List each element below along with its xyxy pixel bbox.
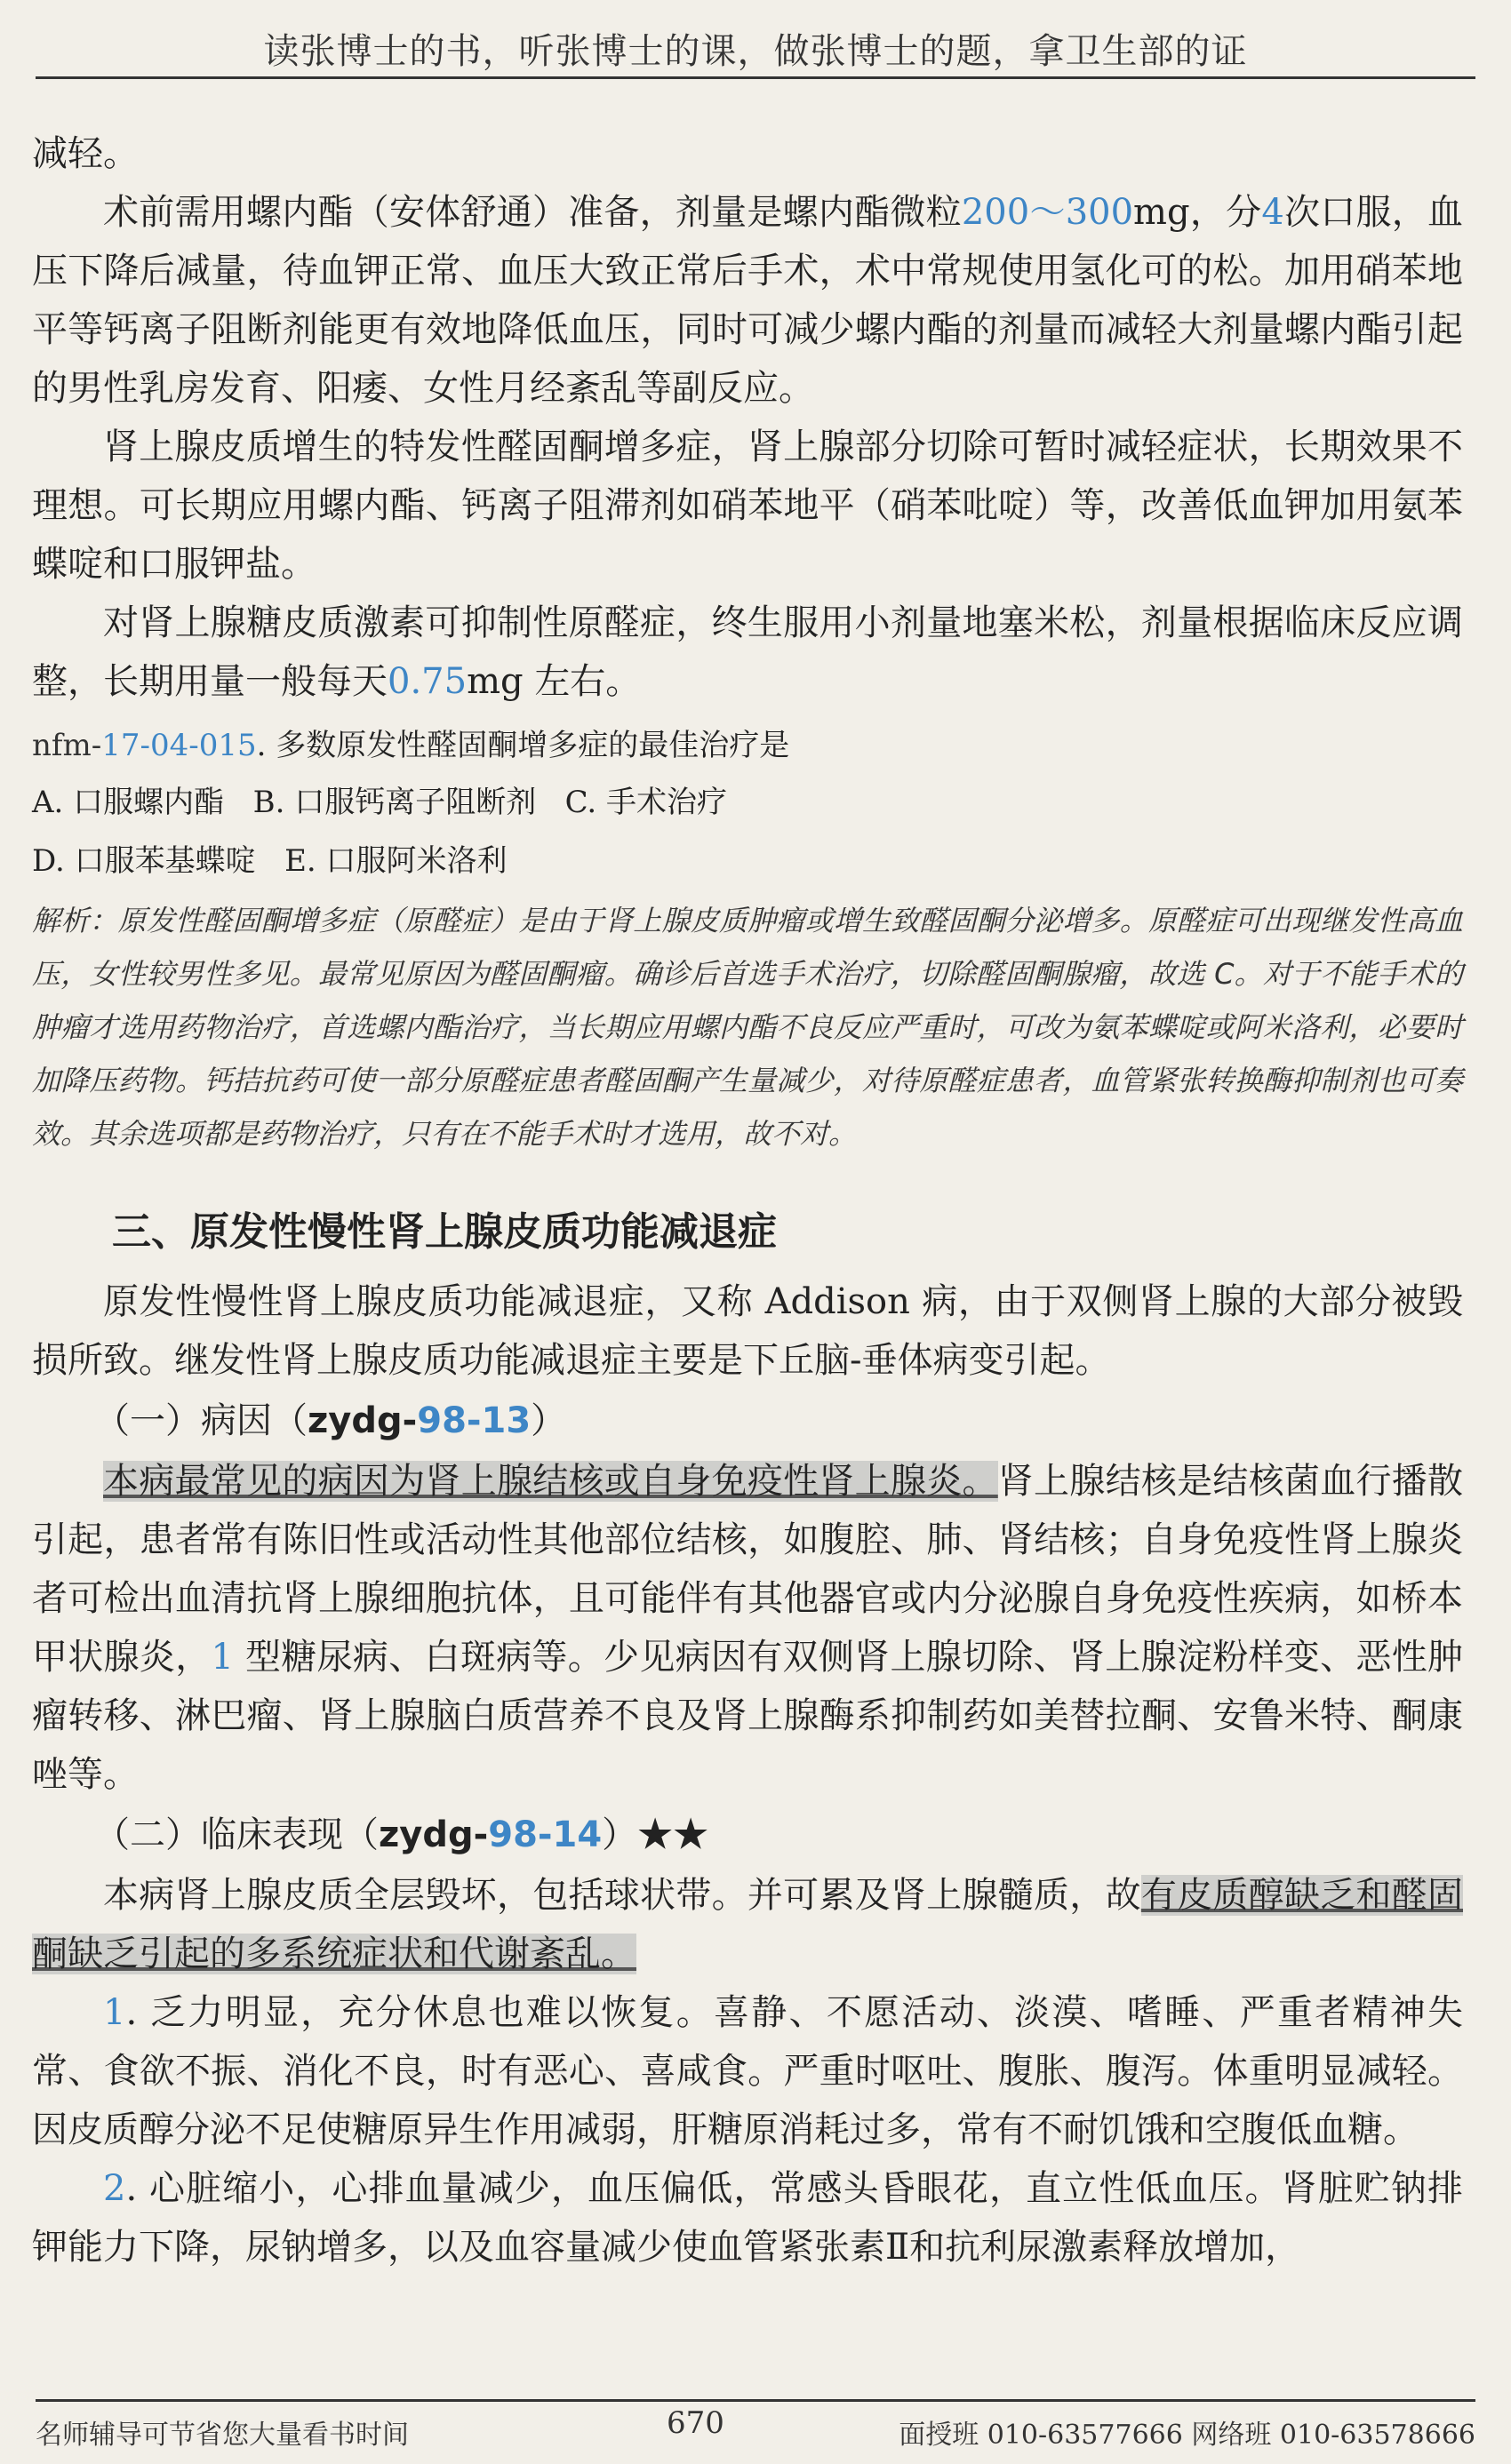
code: zydg- <box>379 1814 489 1855</box>
question-explanation: 解析：原发性醛固酮增多症（原醛症）是由于肾上腺皮质肿瘤或增生致醛固酮分泌增多。原醛症可出现继发性高血压，女性较男性多见。最常见原因为醛固酮瘤。确诊后首选手术治疗，切除醛固酮腺瘤，故选 C。对于不能手术的肿瘤才选用药物治疗，首选螺内酯治疗，当长期应用螺内酯不良反应严重时，可改为氨苯蝶啶或阿米洛利，必要时加降压药物。钙拮抗药可使一部分原醛症患者醛固酮产生量减少，对待原醛症患者，血管紧张转换酶抑制剂也可奏效。其余选项都是药物治疗，只有在不能手术时才选用，故不对。 <box>32 904 1463 1151</box>
text: 型糖尿病、白斑病等。少见病因有双侧肾上腺切除、肾上腺淀粉样变、恶性肿瘤转移、淋巴瘤、肾上腺脑白质营养不良及肾上腺酶系抑制药如美替拉酮、安鲁米特、酮康唑等。 <box>32 1637 1464 1795</box>
page-number: 670 <box>667 2405 724 2441</box>
number: 200～300 <box>961 192 1134 233</box>
highlighted-text: 有皮质醇缺乏和醛固酮缺乏引起的多系统症状和代谢紊乱。 <box>32 1875 1464 1974</box>
paragraph-6 <box>32 1866 1463 1983</box>
text: （一）病因（ <box>94 1400 308 1441</box>
code: zydg- <box>308 1400 418 1441</box>
text: . 乏力明显，充分休息也难以恢复。喜静、不愿活动、淡漠、嗜睡、严重者精神失常、食欲不振、消化不良，时有恶心、喜咸食。严重时呕吐、腹胀、腹泻。体重明显减轻。因皮质醇分泌不足使糖原异生作用减弱，肝糖原消耗过多，常有不耐饥饿和空腹低血糖。 <box>32 1992 1463 2150</box>
paragraph-1 <box>32 183 1463 418</box>
text: ）★★ <box>602 1814 709 1855</box>
page-footer <box>36 2399 1475 2455</box>
list-number: 2 <box>103 2168 126 2209</box>
code-number: 98-13 <box>417 1400 532 1441</box>
header-title: 读张博士的书，听张博士的课，做张博士的题，拿卫生部的证 <box>263 31 1248 72</box>
paragraph-3 <box>32 594 1463 711</box>
footer-slogan: 名师辅导可节省您大量看书时间 <box>36 2420 409 2451</box>
question-stem <box>32 718 1463 773</box>
paragraph-2: 肾上腺皮质增生的特发性醛固酮增多症，肾上腺部分切除可暂时减轻症状，长期效果不理想。可长期应用螺内酯、钙离子阻滞剂如硝苯地平（硝苯吡啶）等，改善低血钾加用氨苯蝶啶和口服钾盐。 <box>32 427 1463 585</box>
section-title: 三、原发性慢性肾上腺皮质功能减退症 <box>112 1209 777 1255</box>
subsection-title-1 <box>94 1390 1463 1452</box>
page-header <box>36 7 1475 79</box>
paragraph-0: 减轻。 <box>32 133 139 174</box>
question-id: nfm- <box>32 728 102 763</box>
text: 对肾上腺糖皮质激素可抑制性原醛症，终生服用小剂量地塞米松，剂量根据临床反应调整，长期用量一般每天 <box>32 602 1463 702</box>
page-body <box>32 124 1463 2277</box>
text: （二）临床表现（ <box>94 1814 379 1855</box>
paragraph-5 <box>32 1452 1463 1804</box>
number: 0.75 <box>388 661 468 702</box>
number: 1 <box>211 1637 234 1678</box>
paragraph-8 <box>32 2159 1463 2277</box>
text: 本病肾上腺皮质全层毁坏，包括球状带。并可累及肾上腺髓质，故 <box>103 1875 1141 1916</box>
paragraph-4: 原发性慢性肾上腺皮质功能减退症，又称 Addison 病，由于双侧肾上腺的大部分被毁损所致。继发性肾上腺皮质功能减退症主要是下丘脑-垂体病变引起。 <box>32 1281 1463 1381</box>
question-id-number: 17-04-015 <box>101 728 257 763</box>
question-options-row-2: D. 口服苯基蝶啶 E. 口服阿米洛利 <box>32 843 508 879</box>
footer-contact: 面授班 010-63577666 网络班 010-63578666 <box>899 2420 1475 2451</box>
subsection-title-2 <box>94 1804 1463 1866</box>
question-text: . 多数原发性醛固酮增多症的最佳治疗是 <box>256 728 790 763</box>
list-number: 1 <box>103 1992 126 2033</box>
highlighted-text: 本病最常见的病因为肾上腺结核或自身免疫性肾上腺炎。 <box>103 1461 998 1502</box>
text: mg 左右。 <box>467 661 642 702</box>
code-number: 98-14 <box>488 1814 603 1855</box>
text: mg，分 <box>1133 192 1262 233</box>
text: 术前需用螺内酯（安体舒通）准备，剂量是螺内酯微粒 <box>103 192 962 233</box>
text: 次口服，血压下降后减量，待血钾正常、血压大致正常后手术，术中常规使用氢化可的松。加用硝苯地平等钙离子阻断剂能更有效地降低血压，同时可减少螺内酯的剂量而减轻大剂量螺内酯引起的男性乳房发育、阳痿、女性月经紊乱等副反应。 <box>32 192 1464 409</box>
text: ） <box>531 1400 567 1441</box>
paragraph-7 <box>32 1983 1463 2159</box>
number: 4 <box>1261 192 1284 233</box>
text: 肾上腺结核是结核菌血行播散引起，患者常有陈旧性或活动性其他部位结核，如腹腔、肺、肾结核；自身免疫性肾上腺炎者可检出血清抗肾上腺细胞抗体，且可能伴有其他器官或内分泌腺自身免疫性疾病，如桥本甲状腺炎， <box>32 1461 1464 1678</box>
question-options-row-1: A. 口服螺内酯 B. 口服钙离子阻断剂 C. 手术治疗 <box>32 785 728 820</box>
text: . 心脏缩小，心排血量减少，血压偏低，常感头昏眼花，直立性低血压。肾脏贮钠排钾能力下降，尿钠增多，以及血容量减少使血管紧张素Ⅱ和抗利尿激素释放增加， <box>32 2168 1463 2268</box>
